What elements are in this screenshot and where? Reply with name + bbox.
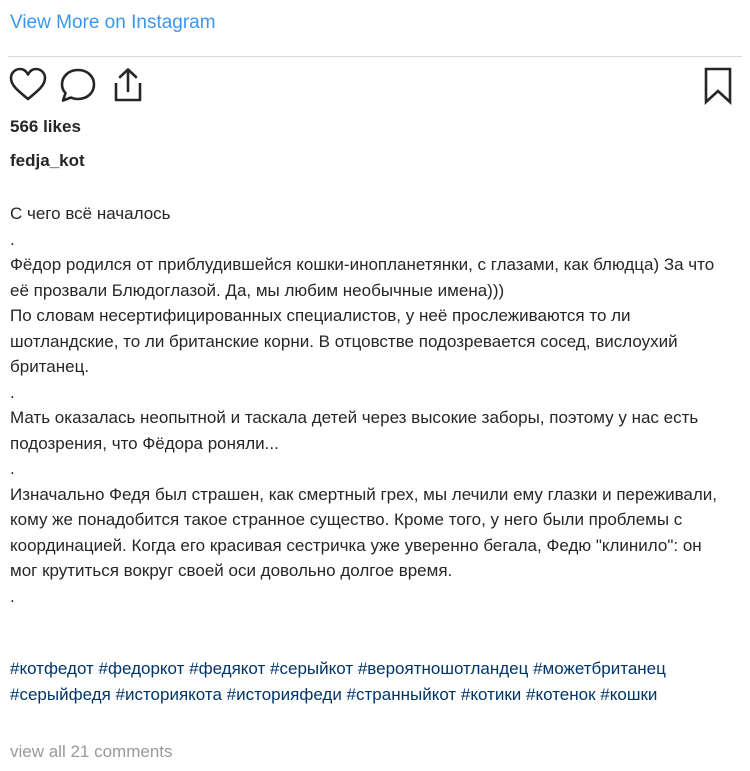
hashtag-link[interactable]: #котенок xyxy=(526,684,596,704)
divider xyxy=(8,56,742,57)
caption-line: По словам несертифицированных специалистов, у неё прослеживаются то ли шотландские, то ли британские корни. В отцовстве подозревается сосед, вислоухий британец. xyxy=(10,306,678,376)
hashtag-link[interactable]: #котики xyxy=(460,684,522,704)
caption-line: С чего всё началось xyxy=(10,204,171,223)
hashtag-link[interactable]: #федоркот xyxy=(98,659,185,678)
hashtag-list xyxy=(10,656,730,707)
view-more-link[interactable]: View More on Instagram xyxy=(10,12,216,33)
hashtag-link[interactable]: #котфедот xyxy=(10,659,94,678)
bookmark-icon[interactable] xyxy=(698,66,738,106)
hashtag-link[interactable]: #историякота xyxy=(115,684,222,704)
view-comments-link[interactable]: view all 21 comments xyxy=(10,742,173,761)
caption-line: . xyxy=(10,229,15,249)
caption-line: . xyxy=(10,382,15,402)
hashtag-link[interactable]: #странныйкот xyxy=(346,684,457,704)
hashtag-link[interactable]: #федякот xyxy=(189,659,266,678)
caption-line: . xyxy=(10,459,15,478)
caption-line: Изначально Федя был страшен, как смертный грех, мы лечили ему глазки и переживали, кому же понадобится такое странное существо. Кроме того, у него были проблемы с координацией. Когда его красивая сестричка уже уверенно бегала, Федю "клинило": он мог крутиться вокруг своей оси довольно долгое время. xyxy=(10,484,718,580)
hashtag-link[interactable]: #историяфеди xyxy=(226,684,342,704)
likes-count[interactable]: 566 likes xyxy=(10,117,81,136)
hashtag-link[interactable]: #кошки xyxy=(600,684,658,704)
heart-icon[interactable] xyxy=(8,66,48,106)
action-bar xyxy=(8,66,738,106)
caption-line: Мать оказалась неопытной и таскала детей через высокие заборы, поэтому у нас есть подозрения, что Фёдора роняли... xyxy=(10,408,699,453)
hashtag-link[interactable]: #можетбританец xyxy=(533,659,666,678)
hashtag-link[interactable]: #вероятношотландец xyxy=(357,659,529,678)
caption xyxy=(10,201,720,609)
comment-icon[interactable] xyxy=(58,66,98,106)
caption-line: . xyxy=(10,586,15,606)
hashtag-link[interactable]: #серыйкот xyxy=(270,659,354,678)
username[interactable]: fedja_kot xyxy=(10,151,85,170)
share-icon[interactable] xyxy=(108,66,148,106)
caption-line: Фёдор родился от приблудившейся кошки-инопланетянки, с глазами, как блюдца) За что её прозвали Блюдоглазой. Да, мы любим необычные имена))) xyxy=(10,255,715,300)
hashtag-link[interactable]: #серыйфедя xyxy=(10,684,111,704)
